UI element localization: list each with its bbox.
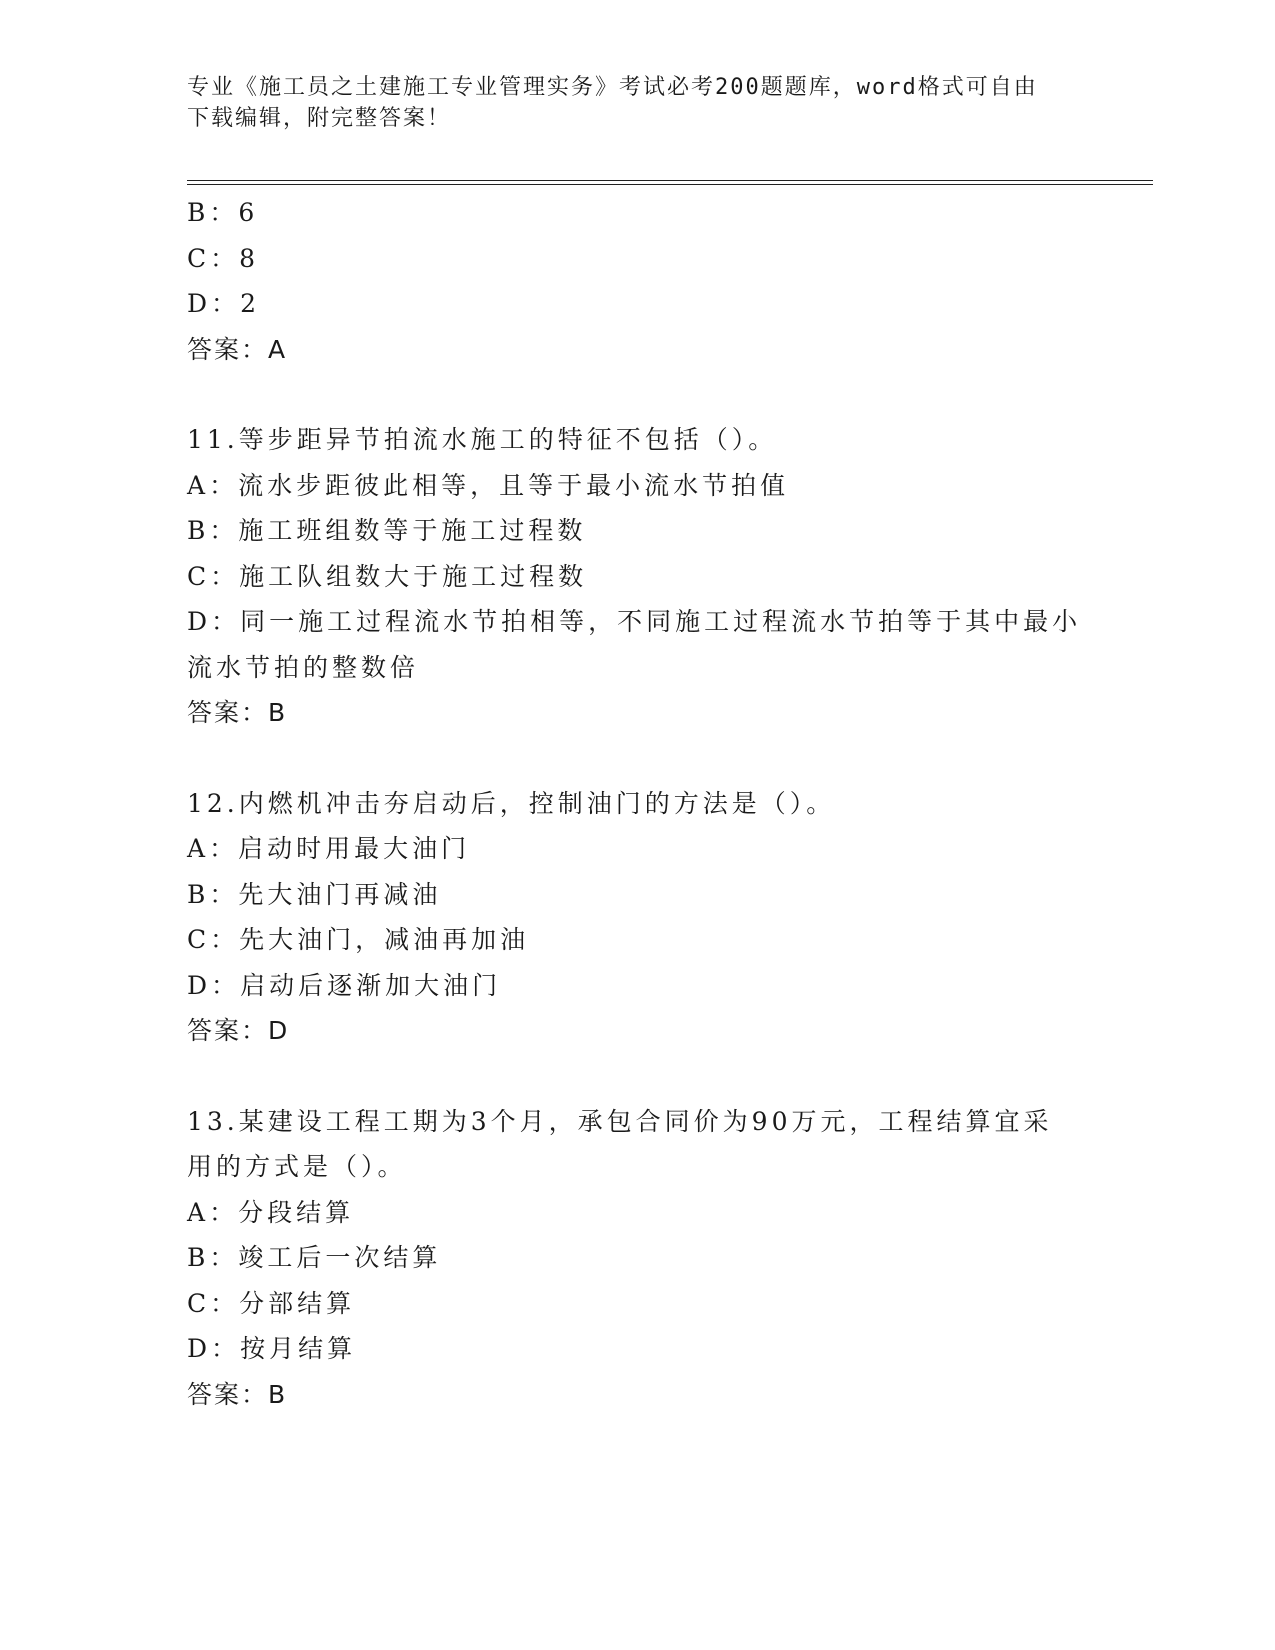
- option-key: B: [187, 198, 210, 227]
- option-separator: ：: [210, 561, 240, 591]
- option-a: [187, 826, 1087, 872]
- option-key: D: [187, 1334, 212, 1363]
- option-text: 同一施工过程流水节拍相等，不同施工过程流水节拍等于其中最小: [240, 607, 1082, 636]
- option-d: [187, 599, 1087, 645]
- option-text: 先大油门再减油: [238, 879, 442, 909]
- option-a: [187, 1190, 1087, 1236]
- option-text: 启动时用最大油门: [238, 834, 471, 863]
- option-separator: ：: [209, 516, 239, 545]
- option-text: 先大油门，减油再加油: [239, 925, 530, 954]
- option-text: 启动后逐渐加大油门: [240, 970, 502, 1000]
- option-key: C: [187, 1288, 211, 1318]
- option-separator: ：: [210, 925, 240, 954]
- option-key: D: [187, 970, 212, 1000]
- option-separator: ：: [209, 834, 239, 863]
- option-b: [187, 1235, 1087, 1281]
- option-separator: ：: [210, 243, 240, 273]
- option-separator: ：: [211, 289, 241, 318]
- option-text: 施工队组数大于施工过程数: [239, 561, 588, 591]
- header-divider-bottom: [187, 184, 1153, 185]
- option-text: 2: [240, 289, 260, 318]
- answer-line: 答案：A: [187, 334, 288, 364]
- option-key: C: [187, 925, 211, 954]
- option-text: 流水步距彼此相等，且等于最小流水节拍值: [238, 470, 790, 500]
- question-number: 13.: [187, 1106, 239, 1136]
- option-c: [187, 236, 1087, 282]
- option-b: [187, 190, 1087, 236]
- option-key: A: [187, 834, 210, 863]
- option-d-continuation: 流水节拍的整数倍: [187, 652, 420, 682]
- option-separator: ：: [211, 970, 241, 1000]
- question-12-stem: [187, 781, 1087, 827]
- option-separator: ：: [211, 1334, 241, 1363]
- option-separator: ：: [209, 1197, 239, 1227]
- option-text: 6: [238, 198, 259, 227]
- option-key: B: [187, 516, 210, 545]
- option-separator: ：: [209, 879, 239, 909]
- question-text: 内燃机冲击夯启动后，控制油门的方法是（）。: [238, 788, 836, 818]
- option-key: C: [187, 561, 211, 591]
- option-c: [187, 917, 1087, 963]
- answer-line: 答案：D: [187, 1016, 290, 1045]
- option-c: [187, 554, 1087, 600]
- option-key: A: [187, 1197, 210, 1227]
- option-text: 8: [239, 243, 260, 273]
- question-text: 某建设工程工期为3个月，承包合同价为90万元，工程结算宜采: [238, 1106, 1053, 1136]
- header-divider-top: [187, 180, 1153, 181]
- option-b: [187, 872, 1087, 918]
- option-key: D: [187, 289, 212, 318]
- document-header: [187, 72, 1067, 134]
- question-number: 11.: [187, 425, 239, 454]
- option-separator: ：: [211, 607, 241, 636]
- answer-line: 答案：B: [187, 698, 288, 727]
- option-text: 分段结算: [238, 1197, 355, 1227]
- option-text: 分部结算: [239, 1288, 356, 1318]
- option-a: [187, 463, 1087, 509]
- option-key: B: [187, 879, 210, 909]
- spacer: [187, 736, 1087, 781]
- option-b: [187, 508, 1087, 554]
- option-d: [187, 1326, 1087, 1372]
- answer-line: 答案：B: [187, 1379, 288, 1409]
- option-separator: ：: [209, 470, 239, 500]
- option-separator: ：: [210, 1288, 240, 1318]
- option-separator: ：: [209, 1243, 239, 1272]
- question-11-stem: [187, 417, 1087, 463]
- spacer: [187, 1054, 1087, 1099]
- option-key: C: [187, 243, 211, 273]
- header-line-1: 专业《施工员之土建施工专业管理实务》考试必考200题题库，word格式可自由: [187, 75, 1038, 100]
- option-text: 竣工后一次结算: [238, 1243, 442, 1272]
- option-key: B: [187, 1243, 210, 1272]
- header-line-2: 下载编辑，附完整答案！: [187, 106, 452, 131]
- option-text: 按月结算: [240, 1334, 357, 1363]
- option-separator: ：: [209, 198, 239, 227]
- question-13-stem: [187, 1099, 1087, 1145]
- question-text: 等步距异节拍流水施工的特征不包括（）。: [238, 425, 778, 454]
- option-c: [187, 1281, 1087, 1327]
- option-d: [187, 963, 1087, 1009]
- question-number: 12.: [187, 788, 239, 818]
- question-13-stem-continuation: 用的方式是（）。: [187, 1152, 407, 1181]
- option-key: D: [187, 607, 212, 636]
- option-text: 施工班组数等于施工过程数: [238, 516, 587, 545]
- option-d: [187, 281, 1087, 327]
- option-key: A: [187, 470, 210, 500]
- spacer: [187, 372, 1087, 417]
- question-list: [187, 190, 1087, 1417]
